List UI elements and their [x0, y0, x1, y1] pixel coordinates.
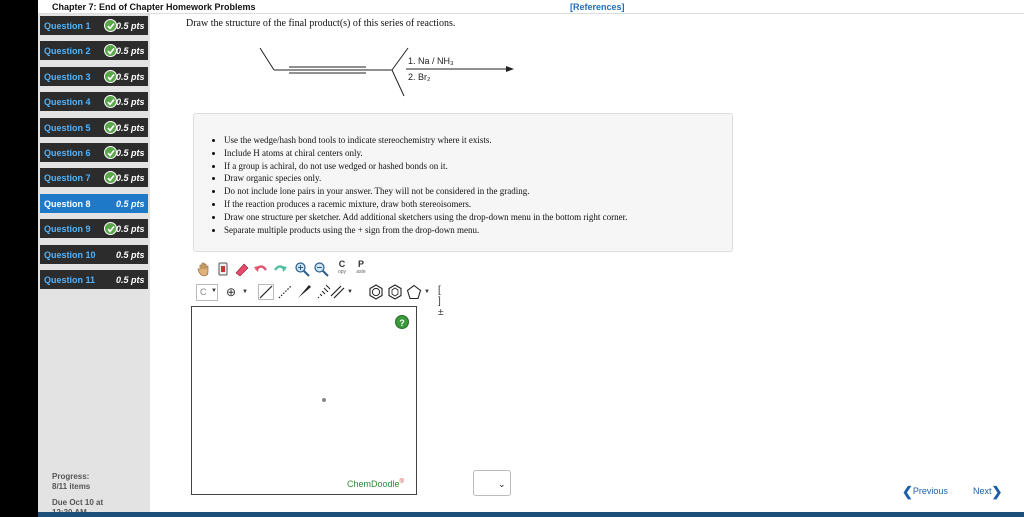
add-sketcher-dropdown[interactable]: [473, 470, 511, 496]
sidebar-question-11[interactable]: [40, 270, 148, 289]
chapter-title: Chapter 7: End of Chapter Homework Problems: [52, 2, 256, 12]
top-bar: [38, 0, 1024, 14]
question-label: Question 10: [44, 249, 96, 260]
charge-tool[interactable]: [224, 284, 250, 301]
undo-icon[interactable]: [253, 261, 269, 277]
instruction-item: • Use the wedge/hash bond tools to indicate stereochemistry where it exists.: [224, 134, 627, 147]
question-label: Question 4: [44, 97, 91, 108]
previous-label: Previous: [912, 486, 948, 496]
sketcher-canvas[interactable]: [191, 306, 417, 495]
zoom-out-icon[interactable]: [313, 261, 329, 277]
chevron-down-icon: ▼: [211, 288, 217, 294]
question-points: 0.5 pts: [116, 249, 145, 260]
instruction-item: • Draw organic species only.: [224, 172, 627, 185]
bracket-tool[interactable]: [ ]±: [438, 285, 444, 318]
sidebar-question-7[interactable]: [40, 168, 148, 187]
paste-key: P: [357, 259, 364, 269]
question-points: 0.5 pts: [116, 198, 145, 209]
question-points: 0.5 pts: [116, 71, 145, 82]
question-label: Question 1: [44, 21, 91, 31]
copy-key: C: [338, 259, 346, 269]
eraser-icon[interactable]: [234, 261, 250, 277]
element-select[interactable]: [196, 284, 218, 301]
copy-label: opy: [337, 269, 347, 275]
question-label: Question 5: [44, 122, 91, 133]
redo-icon[interactable]: [272, 261, 288, 277]
question-points: 0.5 pts: [116, 148, 145, 158]
question-points: 0.5 pts: [116, 224, 145, 235]
question-prompt: Draw the structure of the final product(s) of this series of reactions.: [186, 18, 456, 29]
cyclopentane-icon[interactable]: [406, 284, 422, 300]
question-label: Question 2: [44, 46, 91, 57]
next-button[interactable]: [973, 484, 1002, 500]
question-points: 0.5 pts: [116, 21, 145, 31]
progress-label: Progress:: [52, 472, 90, 481]
canvas-dot: [322, 398, 326, 402]
help-icon[interactable]: ?: [395, 315, 409, 329]
chevron-left-icon: ❮: [902, 484, 913, 499]
instruction-item: • If the reaction produces a racemic mixture, draw both stereoisomers.: [224, 198, 627, 211]
sidebar-question-4[interactable]: [40, 92, 148, 111]
question-label: Question 7: [44, 173, 91, 184]
question-points: 0.5 pts: [116, 173, 145, 184]
question-points: 0.5 pts: [116, 97, 145, 108]
instruction-item: • Draw one structure per sketcher. Add additional sketchers using the drop-down menu in the bottom right corner.: [224, 211, 627, 224]
dashed-bond-icon[interactable]: [277, 284, 293, 300]
chevron-down-icon: ▼: [242, 289, 248, 295]
instruction-item: • Separate multiple products using the + sign from the drop-down menu.: [224, 224, 627, 237]
question-points: 0.5 pts: [116, 122, 145, 133]
progress-value: 8/11 items: [52, 482, 91, 491]
sidebar-question-8[interactable]: [40, 194, 148, 213]
sidebar-question-5[interactable]: [40, 118, 148, 137]
question-label: Question 3: [44, 71, 91, 82]
progress-panel: [52, 472, 103, 517]
instruction-item: • Do not include lone pairs in your answer. They will not be considered in the grading.: [224, 185, 627, 198]
copy-button[interactable]: [334, 259, 350, 277]
hand-pan-icon[interactable]: [196, 261, 212, 277]
question-label: Question 6: [44, 148, 91, 158]
chevron-down-icon: ⌄: [498, 479, 506, 489]
reaction-scheme: [258, 40, 518, 100]
charge-symbol: ⊕: [226, 285, 237, 299]
benzene-ring-icon[interactable]: [368, 284, 384, 300]
question-label: Question 11: [44, 275, 96, 285]
sidebar-question-1[interactable]: [40, 16, 148, 35]
chevron-down-icon[interactable]: ▼: [347, 289, 353, 295]
sidebar-question-2[interactable]: [40, 41, 148, 60]
question-sidebar: [38, 14, 150, 512]
sidebar-question-10[interactable]: [40, 245, 148, 264]
zoom-in-icon[interactable]: [294, 261, 310, 277]
due-label: Due Oct 10 at: [52, 498, 104, 507]
sidebar-question-9[interactable]: [40, 219, 148, 238]
sidebar-question-3[interactable]: [40, 67, 148, 86]
chevron-right-icon: ❯: [991, 484, 1003, 499]
single-bond-icon[interactable]: [258, 284, 274, 300]
element-value: C: [200, 287, 207, 297]
lasso-select-icon[interactable]: [215, 261, 231, 277]
instructions-list: [224, 134, 627, 236]
references-link[interactable]: [References]: [570, 2, 625, 12]
bottom-bar: [38, 512, 1024, 517]
alkyne-skeletal-structure: [260, 48, 408, 96]
next-label: Next: [973, 486, 992, 496]
double-bond-icon[interactable]: [329, 284, 345, 300]
reagent-step-1: 1. Na / NH₃: [408, 56, 454, 66]
chemdoodle-brand: [347, 479, 404, 489]
cyclohexane-icon[interactable]: [387, 284, 403, 300]
question-label: Question 9: [44, 224, 91, 235]
reagent-step-2: 2. Br₂: [408, 72, 431, 82]
brand-mark: ®: [399, 479, 404, 485]
instruction-item: • If a group is achiral, do not use wedged or hashed bonds on it.: [224, 160, 627, 173]
previous-button[interactable]: [902, 484, 948, 500]
question-points: 0.5 pts: [116, 275, 145, 285]
brand-name: ChemDoodle: [347, 479, 400, 489]
question-label: Question 8: [44, 198, 91, 209]
paste-button[interactable]: [353, 259, 369, 277]
question-points: 0.5 pts: [116, 46, 145, 57]
app-frame: [38, 0, 1024, 517]
wedge-bond-icon[interactable]: [296, 284, 312, 300]
instruction-item: • Include H atoms at chiral centers only.: [224, 147, 627, 160]
instructions-box: [193, 113, 733, 252]
chevron-down-icon[interactable]: ▼: [424, 289, 430, 295]
paste-label: aste: [356, 269, 366, 275]
sidebar-question-6[interactable]: [40, 143, 148, 162]
